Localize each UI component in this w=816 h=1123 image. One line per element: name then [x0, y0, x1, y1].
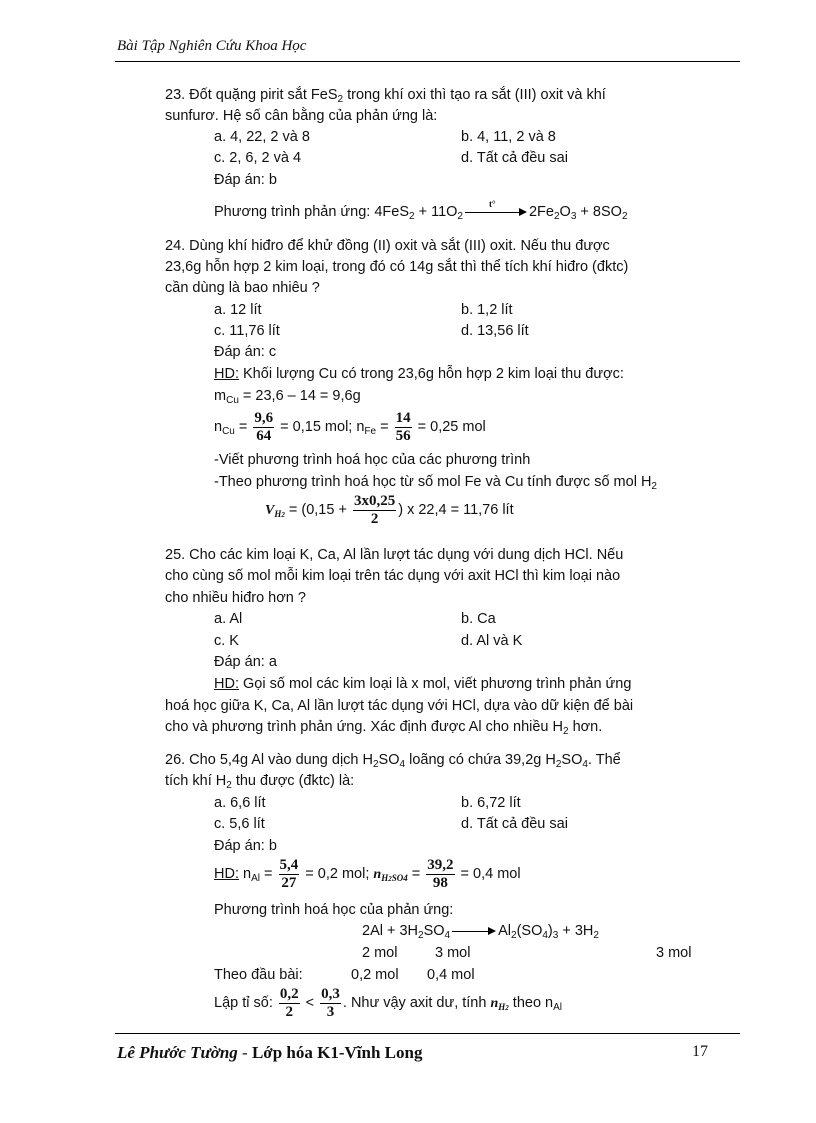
q24-option-c: c. 11,76 lít: [214, 323, 280, 339]
q25-answer: Đáp án: a: [214, 654, 277, 670]
fraction: $\frac{14}{56}$: [395, 409, 411, 444]
q25-option-a: a. Al: [214, 611, 243, 627]
fraction: $\frac{9,6}{64}$: [254, 409, 274, 444]
fraction: $\frac{0,2}{2}$: [279, 985, 299, 1020]
q26-mol-1: 2 mol: [362, 945, 398, 961]
q24-line3: cần dùng là bao nhiêu ?: [165, 280, 320, 296]
fraction: $\frac{39,2}{98}$: [427, 856, 454, 891]
q26-option-b: b. 6,72 lít: [461, 795, 521, 811]
page-header: Bài Tập Nghiên Cứu Khoa Học: [117, 38, 307, 54]
q24-step2: -Theo phương trình hoá học từ số mol Fe và Cu tính được số mol $H_2$: [214, 474, 657, 492]
q26-mol-3: 3 mol: [656, 945, 692, 961]
q24-line2: 23,6g hỗn hợp 2 kim loại, trong đó có 14g sắt thì thể tích khí hiđro (đktc): [165, 259, 629, 275]
q24-answer: Đáp án: c: [214, 344, 277, 360]
q24-option-b: b. 1,2 lít: [461, 302, 513, 318]
q26-mol-2: 3 mol: [435, 945, 471, 961]
q23-option-d: d. Tất cả đều sai: [461, 150, 568, 166]
q23-line1: 23. Đốt quặng pirit sắt FeS$_2$ trong khí oxi thì tạo ra sắt (III) oxit và khí: [165, 87, 606, 105]
q24-hint: HD: Khối lượng Cu có trong 23,6g hỗn hợp 2 kim loại thu được:: [214, 366, 624, 382]
fraction: $\frac{3x0,25}{2}$: [353, 492, 396, 527]
q26-option-c: c. 5,6 lít: [214, 816, 265, 832]
q23-equation: Phương trình phản ứng: $4FeS_2 + 11O_2$ t° $2Fe_2O_3 + 8SO_2$: [214, 199, 628, 222]
q26-line1: 26. Cho 5,4g Al vào dung dịch $H_2SO_4$ loãng có chứa 39,2g $H_2SO_4$. Thể: [165, 752, 621, 770]
q23-option-a: a. 4, 22, 2 và 8: [214, 129, 310, 145]
q26-given-2: 0,4 mol: [427, 967, 475, 983]
q25-option-b: b. Ca: [461, 611, 496, 627]
q25-hint-line3: cho và phương trình phản ứng. Xác định được Al cho nhiều $H_2$ hơn.: [165, 719, 603, 737]
q26-option-d: d. Tất cả đều sai: [461, 816, 568, 832]
q24-moles: $n_{Cu}$ = $\frac{9,6}{64}$ = 0,15 mol; $n_{Fe}$ = $\frac{14}{56}$ = 0,25 mol: [214, 409, 486, 444]
fraction: $\frac{0,3}{3}$: [321, 985, 340, 1020]
q25-option-d: d. Al và K: [461, 633, 523, 649]
q23-option-b: b. 4, 11, 2 và 8: [461, 129, 556, 145]
page-footer: Lê Phước Tường - Lớp hóa K1-Vĩnh Long: [117, 1043, 423, 1062]
q24-mass-cu: $m_{Cu} = 23,6 - 14 = 9,6g$: [214, 388, 361, 406]
q26-reaction-title: Phương trình hoá học của phản ứng:: [214, 902, 454, 918]
header-rule: [115, 61, 740, 62]
q25-hint-line2: hoá học giữa K, Ca, Al lần lượt tác dụng với HCl, dựa vào dữ kiện để bài: [165, 698, 634, 714]
q26-option-a: a. 6,6 lít: [214, 795, 266, 811]
q26-given-1: 0,2 mol: [351, 967, 399, 983]
q24-option-d: d. 13,56 lít: [461, 323, 529, 339]
q26-line2: tích khí $H_2$ thu được (đktc) là:: [165, 773, 355, 791]
q24-step1: -Viết phương trình hoá học của các phương trình: [214, 452, 531, 468]
q25-line3: cho nhiều hiđro hơn ?: [165, 590, 306, 606]
page-number: 17: [692, 1043, 708, 1060]
reaction-arrow-icon: t°: [465, 207, 527, 217]
q23-option-c: c. 2, 6, 2 và 4: [214, 150, 302, 166]
q25-line2: cho cùng số mol mỗi kim loại trên tác dụng với axit HCl thì kim loại nào: [165, 568, 621, 584]
q23-line2: sunfurơ. Hệ số cân bằng của phản ứng là:: [165, 108, 438, 124]
q24-volume: $V_{H2} = (0,15$ + $\frac{3x0,25}{2}$ ) x 22,4 = 11,76 lít: [265, 492, 514, 527]
q26-moles: HD: $n_{Al}$ = $\frac{5,4}{27}$ = 0,2 mol; $n_{H2SO4}$ = $\frac{39,2}{98}$ = 0,4 mol: [214, 856, 521, 891]
q23-answer: Đáp án: b: [214, 172, 277, 188]
q25-option-c: c. K: [214, 633, 239, 649]
fraction: $\frac{5,4}{27}$: [279, 856, 299, 891]
q25-line1: 25. Cho các kim loại K, Ca, Al lần lượt tác dụng với dung dịch HCl. Nếu: [165, 547, 624, 563]
q24-option-a: a. 12 lít: [214, 302, 262, 318]
q24-line1: 24. Dùng khí hiđro để khử đồng (II) oxit và sắt (III) oxit. Nếu thu được: [165, 238, 610, 254]
q26-answer: Đáp án: b: [214, 838, 277, 854]
reaction-arrow-icon: [452, 926, 496, 936]
q26-reaction: $2Al + 3H_2SO_4$ $Al_2(SO_4)_3 + 3H_2$: [362, 923, 599, 941]
q26-given-label: Theo đầu bài:: [214, 967, 303, 983]
q26-ratio: Lập tỉ số: $\frac{0,2}{2}$ < $\frac{0,3}{3}$ . Như vậy axit dư, tính $n_{H2}$ theo $n_{Al}$: [214, 985, 563, 1020]
footer-rule: [115, 1033, 740, 1034]
q25-hint-line1: HD: Gọi số mol các kim loại là x mol, viết phương trình phản ứng: [214, 676, 632, 692]
